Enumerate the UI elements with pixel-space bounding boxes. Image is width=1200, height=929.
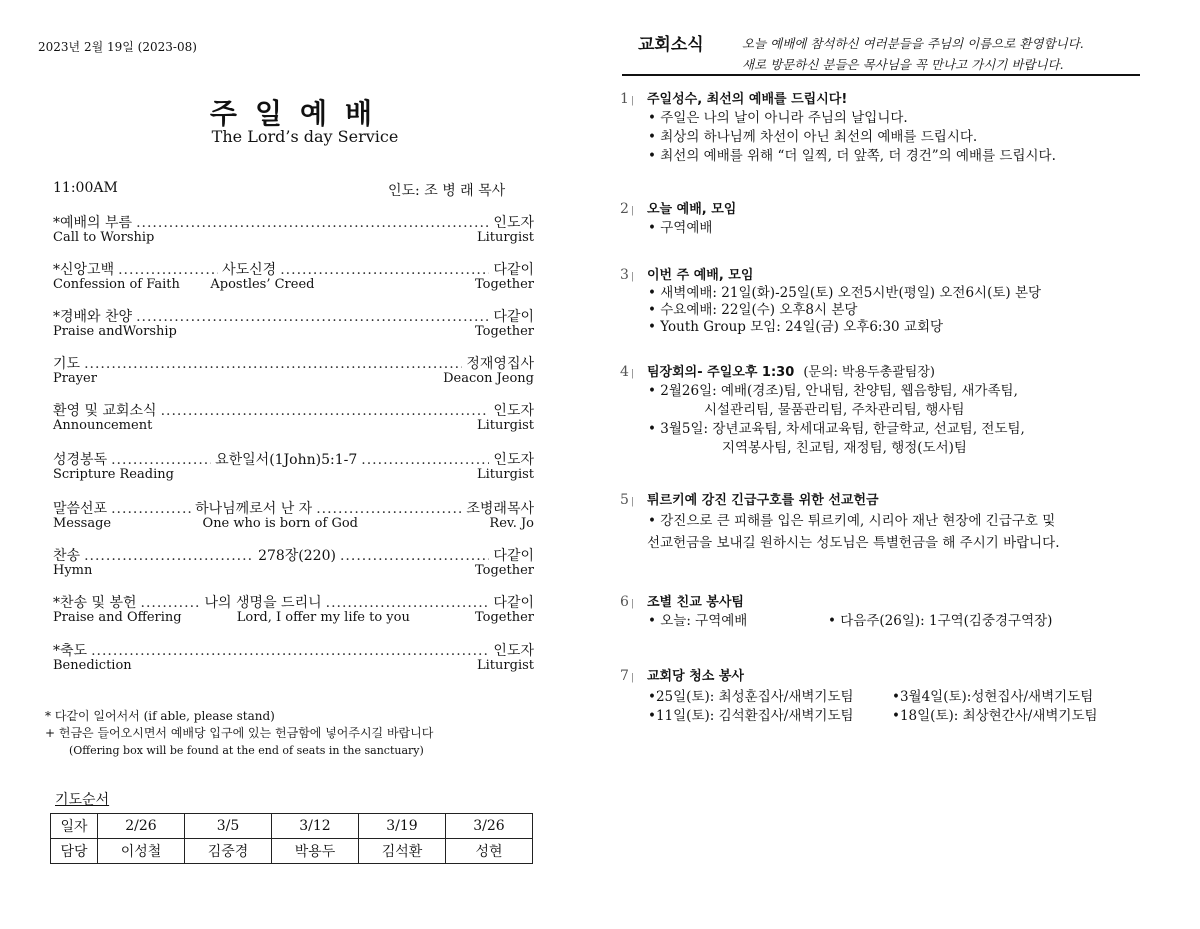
order-ko-mid: 하나님께로서 난 자 xyxy=(195,501,313,517)
page-title: 주일예배 xyxy=(209,97,391,130)
news-number: 6 | xyxy=(620,593,634,614)
news-heading: 조별 친교 봉사팀 xyxy=(647,595,744,610)
order-item-confession xyxy=(53,259,534,299)
order-ko-right: 다같이 xyxy=(493,309,534,325)
news-number: 7 | xyxy=(620,667,634,688)
order-item-announcement xyxy=(53,400,534,440)
table-row xyxy=(51,839,533,864)
order-en: Confession of Faith xyxy=(53,277,180,292)
news-item-5 xyxy=(620,491,1160,554)
order-ko-right: 다같이 xyxy=(493,595,534,611)
order-en-right: Together xyxy=(474,563,534,578)
table-cell: 3/19 xyxy=(359,814,446,839)
table-cell: 2/26 xyxy=(98,814,185,839)
service-time: 11:00AM xyxy=(53,180,118,196)
news-heading: 교회당 청소 봉사 xyxy=(647,669,744,684)
news-line: • Youth Group 모임: 24일(금) 오후6:30 교회당 xyxy=(648,319,1160,336)
page-subtitle: The Lord’s day Service xyxy=(211,127,399,146)
order-item-call-to-worship xyxy=(53,212,534,252)
news-number: 5 | xyxy=(620,491,634,512)
news-number: 3 | xyxy=(620,266,634,287)
order-ko: *신앙고백 xyxy=(53,262,115,278)
order-item-hymn xyxy=(53,545,534,585)
service-leader: 인도: 조 병 래 목사 xyxy=(388,183,506,199)
bulletin-date: 2023년 2월 19일 (2023-08) xyxy=(38,40,197,54)
news-line: • 구역예배 xyxy=(648,219,1160,238)
order-en-right: Deacon Jeong xyxy=(443,371,534,386)
order-ko: 찬송 xyxy=(53,548,81,564)
news-line: • 2월26일: 예배(경조)팀, 안내팀, 찬양팀, 웹음향팀, 새가족팀, xyxy=(648,382,1160,401)
order-ko: *경배와 찬양 xyxy=(53,309,133,325)
prayer-schedule-table xyxy=(50,813,533,864)
news-heading: 팀장회의- 주일오후 1:30 xyxy=(647,365,795,380)
order-ko-mid: 사도신경 xyxy=(222,262,277,278)
news-heading: 오늘 예배, 모임 xyxy=(647,202,737,217)
prayer-schedule-title: 기도순서 xyxy=(55,792,110,808)
order-item-prayer xyxy=(53,353,534,393)
order-en: Announcement xyxy=(53,418,153,433)
table-cell: 박용두 xyxy=(272,839,359,864)
order-en: Message xyxy=(53,516,112,531)
order-en-right: Together xyxy=(474,610,534,625)
news-item-3 xyxy=(620,266,1160,336)
order-en: Scripture Reading xyxy=(53,467,174,482)
order-en-right: Together xyxy=(474,277,534,292)
table-cell: 김중경 xyxy=(185,839,272,864)
order-ko-right: 인도자 xyxy=(493,643,534,659)
news-line: • 강진으로 큰 피해를 입은 튀르키예, 시리아 재난 현장에 긴급구호 및 xyxy=(648,510,1160,532)
news-heading-sub: (문의: 박용두총괄팀장) xyxy=(803,365,935,380)
order-en-right: Liturgist xyxy=(477,418,534,433)
order-ko-mid: 나의 생명을 드리니 xyxy=(204,595,322,611)
order-en: Prayer xyxy=(53,371,97,386)
news-line: •18일(토): 최상현간사/새벽기도팀 xyxy=(892,708,1098,724)
news-line: • 다음주(26일): 1구역(김중경구역장) xyxy=(828,612,1052,631)
order-en-mid: Lord, I offer my life to you xyxy=(236,610,410,625)
table-cell: 3/5 xyxy=(185,814,272,839)
order-ko-right: 다같이 xyxy=(493,262,534,278)
news-line: • 3월5일: 장년교육팀, 차세대교육팀, 한글학교, 선교팀, 전도팀, xyxy=(648,420,1160,439)
news-line: • 오늘: 구역예배 xyxy=(648,612,828,631)
order-item-offering xyxy=(53,592,534,632)
order-en-mid: One who is born of God xyxy=(202,516,358,531)
table-cell: 김석환 xyxy=(359,839,446,864)
news-number: 1 | xyxy=(620,90,634,111)
order-en: Hymn xyxy=(53,563,93,578)
order-item-scripture xyxy=(53,449,534,489)
order-ko: *예배의 부름 xyxy=(53,215,133,231)
news-number: 4 | xyxy=(620,363,634,384)
note-stand: * 다같이 일어서서 (if able, please stand) xyxy=(45,709,275,723)
news-item-7 xyxy=(620,667,1160,726)
order-ko: 기도 xyxy=(53,356,81,372)
news-line: • 수요예배: 22일(수) 오후8시 본당 xyxy=(648,302,1160,319)
news-line: • 주일은 나의 날이 아니라 주님의 날입니다. xyxy=(648,109,1160,128)
order-ko-mid: 278장(220) xyxy=(258,548,336,564)
order-ko: 말씀선포 xyxy=(53,501,108,517)
header-divider xyxy=(622,74,1140,76)
order-item-praise-worship xyxy=(53,306,534,346)
order-en: Praise andWorship xyxy=(53,324,177,339)
table-cell: 3/12 xyxy=(272,814,359,839)
order-ko-right: 인도자 xyxy=(493,403,534,419)
order-ko-right: 인도자 xyxy=(493,452,534,468)
order-en-right: Liturgist xyxy=(477,658,534,673)
order-ko-right: 다같이 xyxy=(493,548,534,564)
table-cell: 담당 xyxy=(51,839,98,864)
order-en-right: Together xyxy=(474,324,534,339)
note-offering: + 헌금은 들어오시면서 예배당 입구에 있는 헌금함에 넣어주시길 바랍니다 xyxy=(45,726,434,740)
order-ko-right: 인도자 xyxy=(493,215,534,231)
news-item-6 xyxy=(620,593,1160,631)
news-heading: 튀르키예 강진 긴급구호를 위한 선교헌금 xyxy=(647,493,879,508)
news-item-4 xyxy=(620,363,1160,458)
news-item-2 xyxy=(620,200,1160,238)
order-ko: *축도 xyxy=(53,643,88,659)
news-line: 지역봉사팀, 친교팀, 재정팀, 행정(도서)팀 xyxy=(722,440,967,456)
order-ko-mid: 요한일서(1John)5:1-7 xyxy=(215,452,358,468)
order-item-benediction xyxy=(53,640,534,680)
order-ko: 환영 및 교회소식 xyxy=(53,403,157,419)
news-line: •25일(토): 최성훈집사/새벽기도팀 xyxy=(648,689,854,705)
welcome-line-2: 새로 방문하신 분들은 목사님을 꼭 만나고 가시기 바랍니다. xyxy=(742,57,1064,72)
news-line: 시설관리팀, 물품관리팀, 주차관리팀, 행사팀 xyxy=(704,402,965,418)
news-heading: 주일성수, 최선의 예배를 드립시다! xyxy=(647,92,848,107)
table-cell: 3/26 xyxy=(446,814,533,839)
news-item-1 xyxy=(620,90,1160,166)
order-item-message xyxy=(53,498,534,538)
order-en-right: Liturgist xyxy=(477,230,534,245)
order-ko: 성경봉독 xyxy=(53,452,108,468)
news-line: •3월4일(토):성현집사/새벽기도팀 xyxy=(892,689,1094,705)
news-title: 교회소식 xyxy=(638,35,704,55)
order-en: Benediction xyxy=(53,658,132,673)
news-line: 선교헌금을 보내길 원하시는 성도님은 특별헌금을 해 주시기 바랍니다. xyxy=(647,535,1060,551)
news-line: • 최선의 예배를 위해 “더 일찍, 더 앞쪽, 더 경건”의 예배를 드립시다. xyxy=(648,147,1160,166)
order-en-right: Rev. Jo xyxy=(489,516,534,531)
news-line: •11일(토): 김석환집사/새벽기도팀 xyxy=(648,708,854,724)
table-cell: 일자 xyxy=(51,814,98,839)
news-line: • 새벽예배: 21일(화)-25일(토) 오전5시반(평일) 오전6시(토) 본당 xyxy=(648,285,1160,302)
news-line: • 최상의 하나님께 차선이 아닌 최선의 예배를 드립시다. xyxy=(648,128,1160,147)
service-notes xyxy=(45,708,433,759)
table-cell: 이성철 xyxy=(98,839,185,864)
order-en: Call to Worship xyxy=(53,230,155,245)
order-en: Praise and Offering xyxy=(53,610,182,625)
order-ko: *찬송 및 봉헌 xyxy=(53,595,137,611)
note-offering-en: (Offering box will be found at the end of seats in the sanctuary) xyxy=(69,744,424,757)
welcome-line-1: 오늘 예배에 참석하신 여러분들을 주님의 이름으로 환영합니다. xyxy=(742,36,1084,51)
news-number: 2 | xyxy=(620,200,634,221)
order-ko-right: 정재영집사 xyxy=(466,356,534,372)
order-en-mid: Apostles’ Creed xyxy=(210,277,315,292)
table-row xyxy=(51,814,533,839)
table-cell: 성현 xyxy=(446,839,533,864)
news-heading: 이번 주 예배, 모임 xyxy=(647,268,754,283)
order-en-right: Liturgist xyxy=(477,467,534,482)
order-ko-right: 조병래목사 xyxy=(466,501,534,517)
